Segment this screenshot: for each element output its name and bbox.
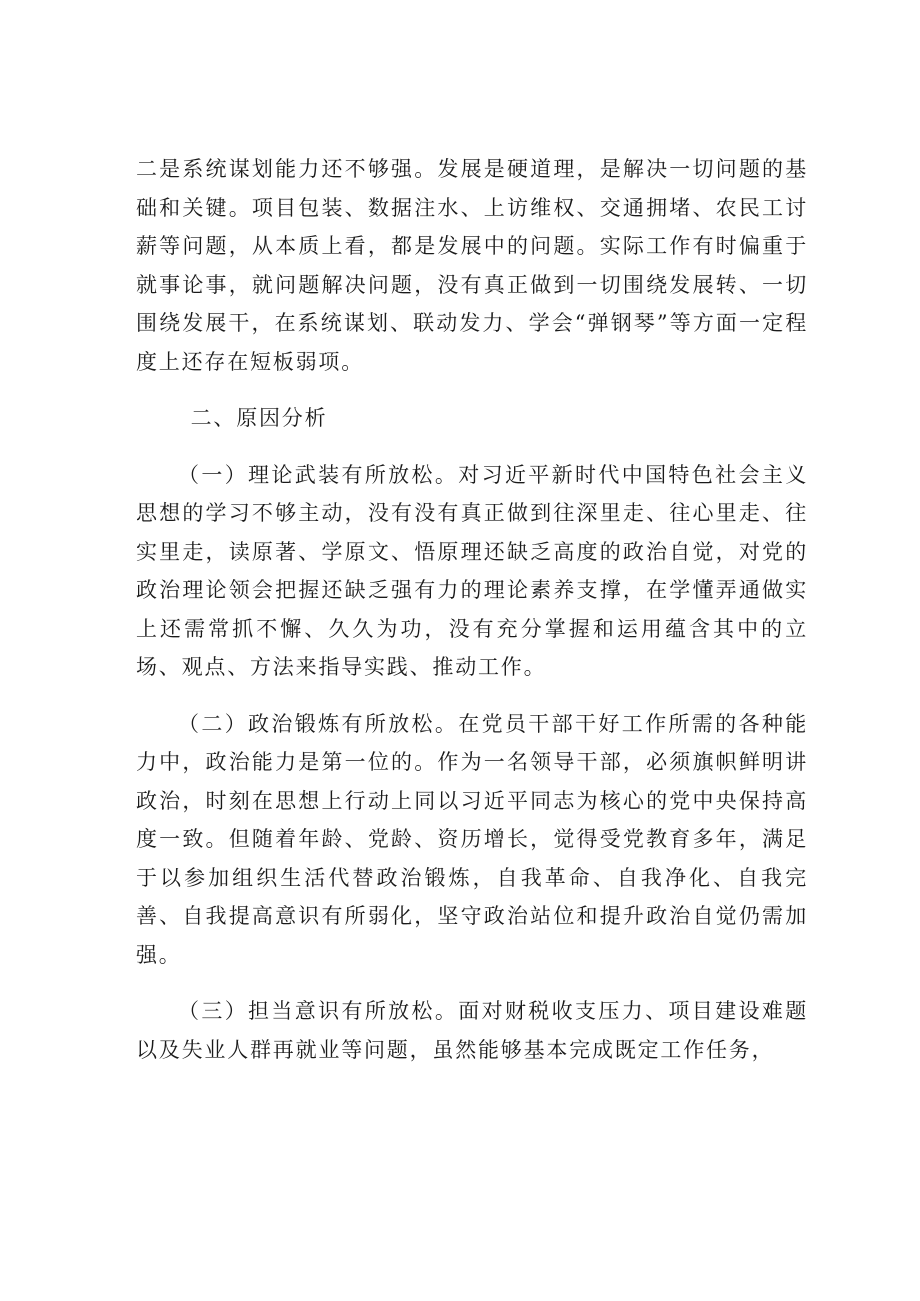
document-body xyxy=(136,150,808,1087)
paragraph-responsibility: （三）担当意识有所放松。面对财税收支压力、项目建设难题以及失业人群再就业等问题，虽然能够基本完成既定工作任务， xyxy=(136,999,808,1062)
paragraph-system-planning: 二是系统谋划能力还不够强。发展是硬道理，是解决一切问题的基础和关键。项目包装、数据注水、上访维权、交通拥堵、农民工讨薪等问题，从本质上看，都是发展中的问题。实际工作有时偏重于就事论事，就问题解决问题，没有真正做到一切围绕发展转、一切围绕发展干，在系统谋划、联动发力、学会“弹钢琴”等方面一定程度上还存在短板弱项。 xyxy=(136,157,808,374)
section-heading-cause-analysis: 二、原因分析 xyxy=(190,406,328,430)
paragraph-political-training: （二）政治锻炼有所放松。在党员干部干好工作所需的各种能力中，政治能力是第一位的。作为一名领导干部，必须旗帜鲜明讲政治，时刻在思想上行动上同以习近平同志为核心的党中央保持高度一致。但随着年龄、党龄、资历增长，觉得受党教育多年，满足于以参加组织生活代替政治锻炼，自我革命、自我净化、自我完善、自我提高意识有所弱化，坚守政治站位和提升政治自觉仍需加强。 xyxy=(136,711,808,967)
paragraph-theory-armament: （一）理论武装有所放松。对习近平新时代中国特色社会主义思想的学习不够主动，没有没有真正做到往深里走、往心里走、往实里走，读原著、学原文、悟原理还缺乏高度的政治自觉，对党的政治理论领会把握还缺乏强有力的理论素养支撑，在学懂弄通做实上还需常抓不懈、久久为功，没有充分掌握和运用蕴含其中的立场、观点、方法来指导实践、推动工作。 xyxy=(136,462,808,679)
